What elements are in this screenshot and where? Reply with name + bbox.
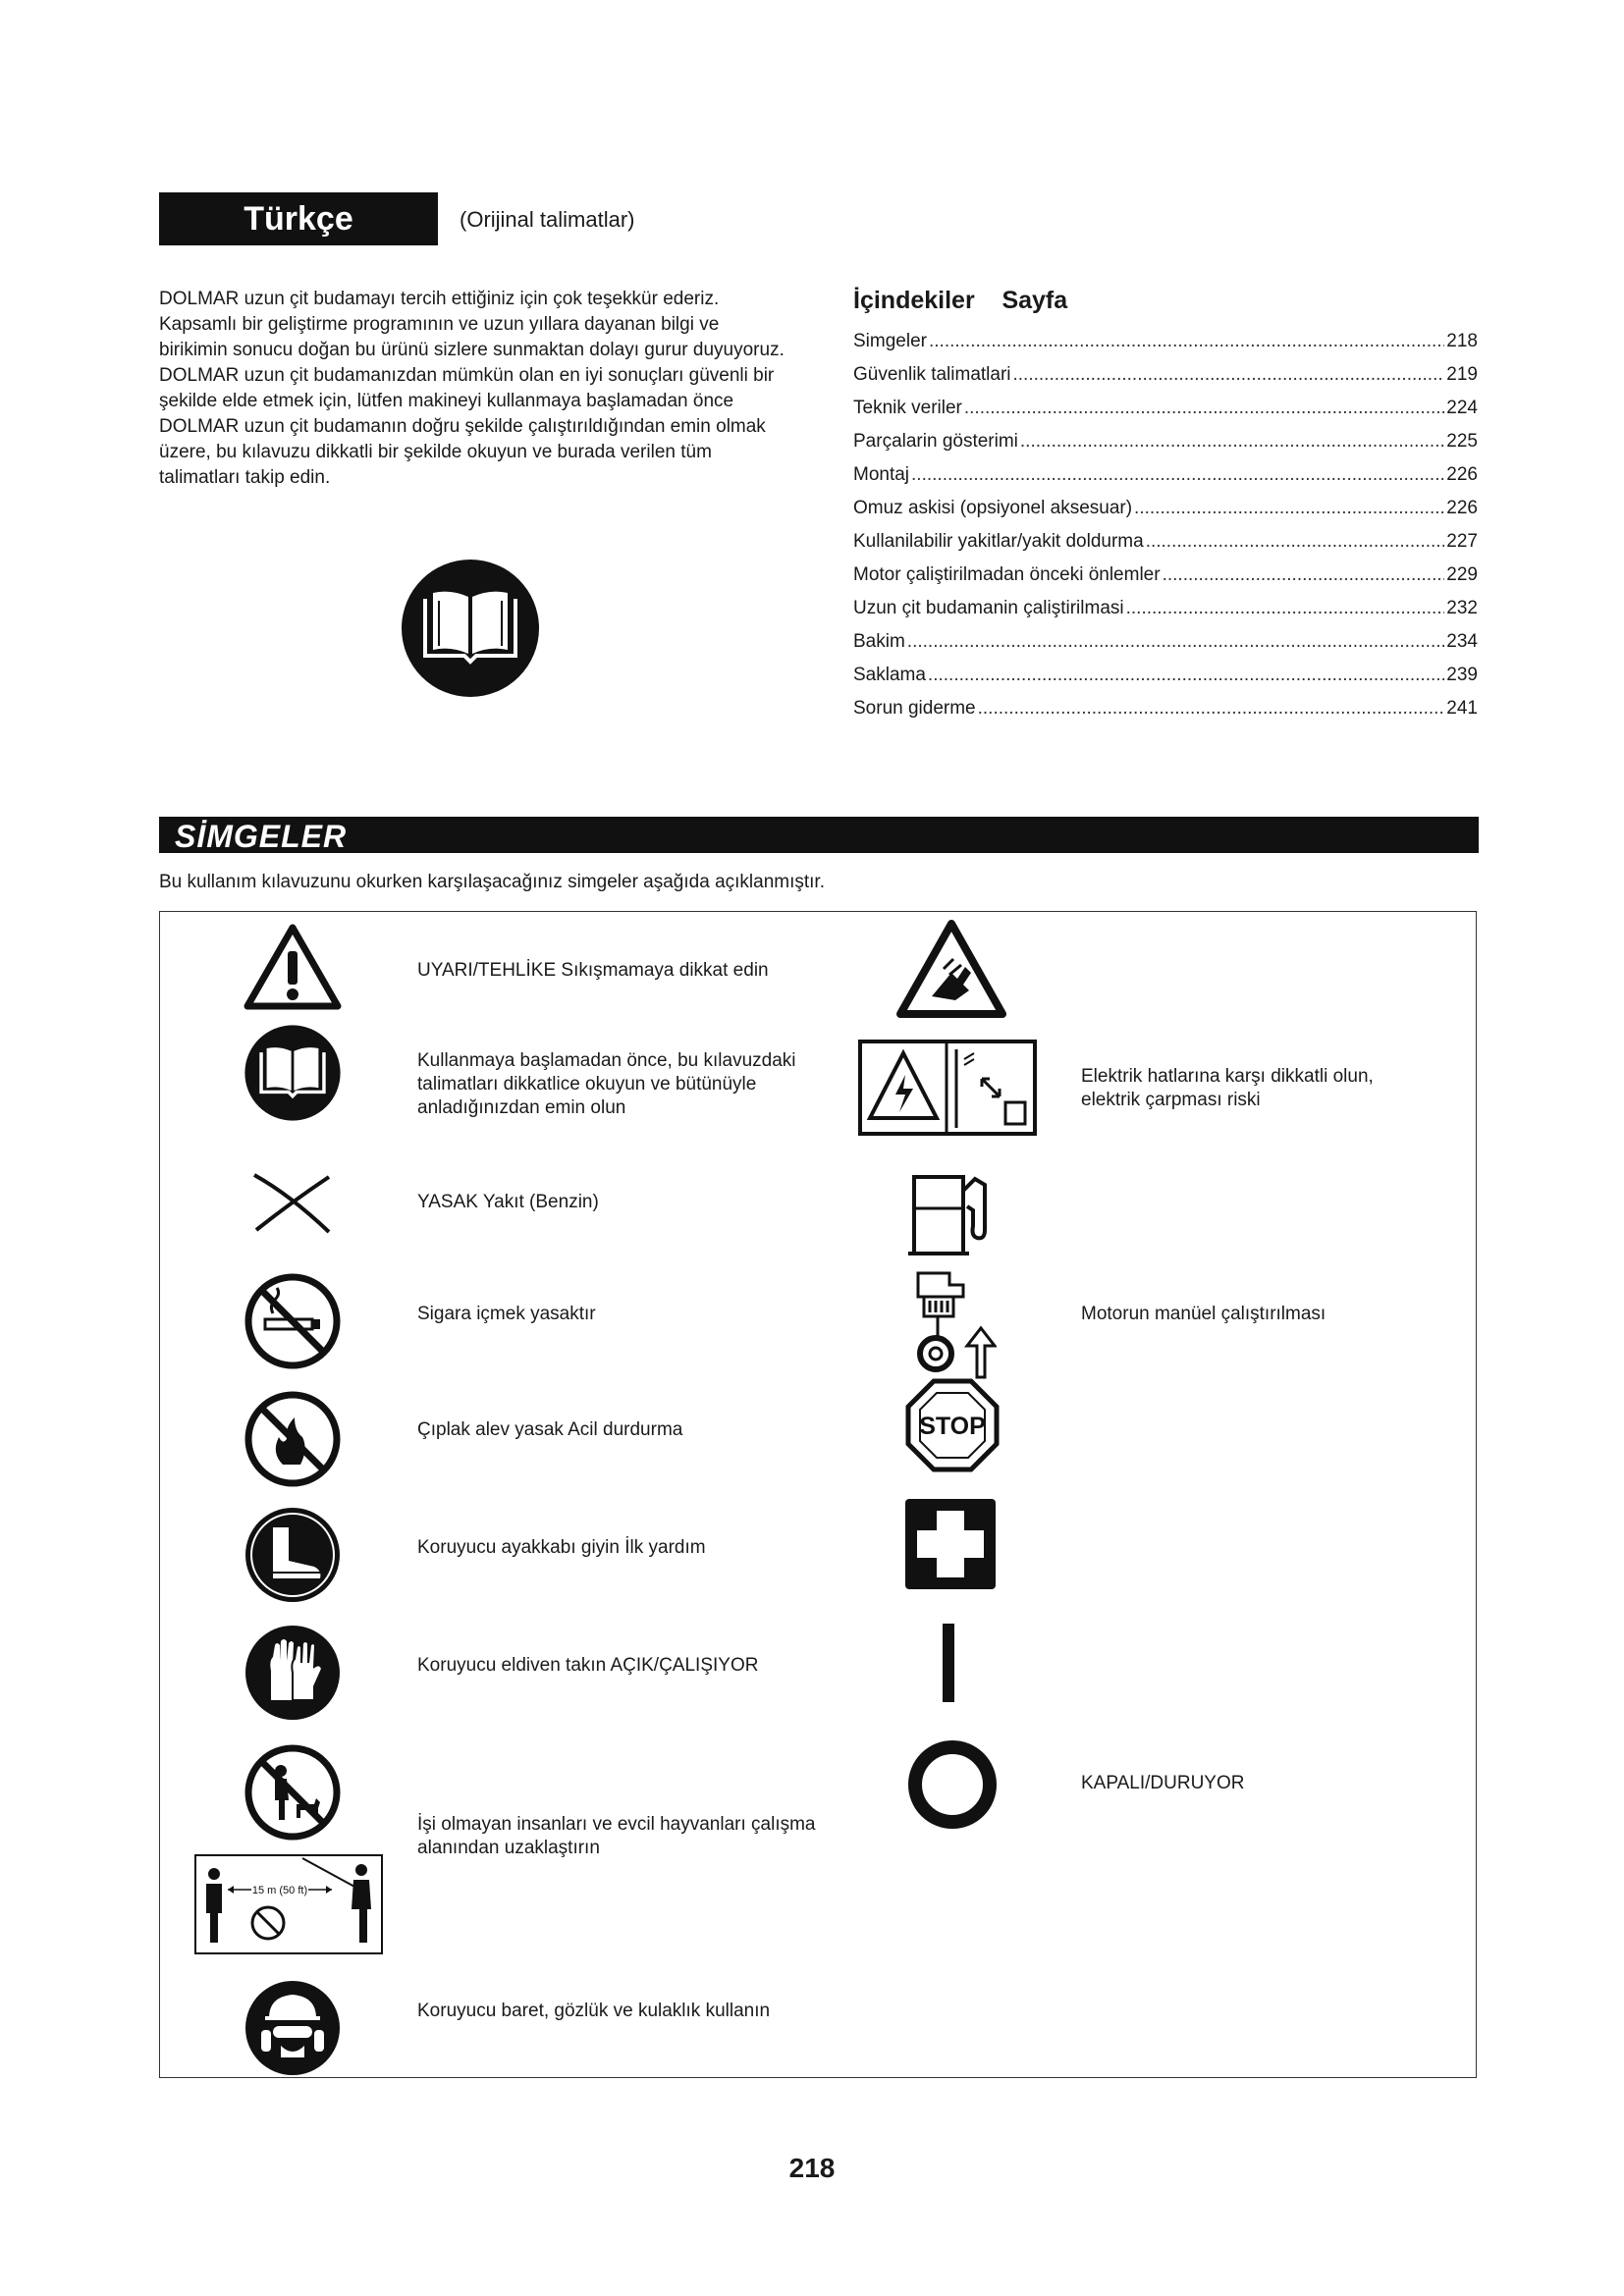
symbol-description: Koruyucu ayakkabı giyin İlk yardım	[417, 1537, 706, 1558]
toc-item-page: 234	[1446, 631, 1478, 652]
symbol-description: Çıplak alev yasak Acil durdurma	[417, 1419, 683, 1440]
protective-gloves-icon	[244, 1624, 342, 1722]
toc-item-page: 226	[1446, 464, 1478, 485]
on-bar-icon	[939, 1624, 962, 1702]
distance-warning-icon	[194, 1854, 383, 1954]
stop-sign-text: STOP	[919, 1413, 986, 1440]
first-aid-icon	[903, 1497, 998, 1591]
fuel-pump-icon	[904, 1161, 1001, 1257]
pinch-hazard-icon	[896, 920, 1006, 1018]
symbol-description: KAPALI/DURUYOR	[1081, 1773, 1245, 1793]
helmet-goggles-earmuffs-icon	[244, 1979, 342, 2077]
toc-item-label: Montaj	[853, 464, 910, 485]
page-number: 218	[788, 2153, 836, 2183]
electric-lines-icon	[858, 1040, 1037, 1136]
toc-item-page: 224	[1446, 398, 1478, 418]
toc-item	[853, 458, 1478, 492]
toc-leader-dots	[978, 692, 1445, 725]
toc-title: İçindekiler Sayfa	[853, 287, 1068, 314]
toc-leader-dots	[929, 325, 1444, 358]
distance-label: 15 m (50 ft)	[251, 1885, 308, 1896]
toc-item	[853, 692, 1478, 725]
section-bar	[159, 817, 1479, 853]
intro-paragraph-2: DOLMAR uzun çit budamanızdan mümkün olan en iyi sonuçları güvenli bir şekilde elde etmek için, lütfen makineyi kullanmaya başlamadan önce DOLMAR uzun çit budamanın doğru şekilde çalıştırıldığından emin olmak üzere, bu kılavuzu dikkatli bir şekilde okuyun ve burada verilen tüm talimatları takip edin.	[159, 365, 775, 488]
toc-item	[853, 325, 1478, 358]
symbol-description: Koruyucu baret, gözlük ve kulaklık kullanın	[417, 2001, 771, 2021]
toc-item-page: 229	[1446, 564, 1478, 585]
symbol-description: Elektrik hatlarına karşı dikkatli olun, elektrik çarpması riski	[1081, 1066, 1374, 1110]
toc-item-label: Saklama	[853, 665, 926, 685]
intro-text	[159, 287, 787, 491]
toc-leader-dots	[1020, 425, 1444, 458]
symbol-description: YASAK Yakıt (Benzin)	[417, 1192, 599, 1212]
toc-item-page: 239	[1446, 665, 1478, 685]
toc-leader-dots	[911, 458, 1444, 492]
toc-item-page: 227	[1446, 531, 1478, 552]
stop-sign-icon	[904, 1377, 1001, 1473]
toc-item-label: Omuz askisi (opsiyonel aksesuar)	[853, 498, 1133, 518]
toc-item	[853, 492, 1478, 525]
toc-item-page: 225	[1446, 431, 1478, 452]
toc-leader-dots	[928, 659, 1444, 692]
toc-item-page: 218	[1446, 331, 1478, 351]
manual-start-icon	[908, 1263, 997, 1381]
toc-item-label: Güvenlik talimatlari	[853, 364, 1011, 385]
no-smoking-icon	[244, 1272, 342, 1370]
toc-item-page: 226	[1446, 498, 1478, 518]
symbol-description: İşi olmayan insanları ve evcil hayvanları çalışma alanından uzaklaştırın	[417, 1814, 816, 1858]
keep-away-people-animals-icon	[244, 1743, 342, 1842]
toc-item	[853, 592, 1478, 625]
subtitle: (Orijinal talimatlar)	[460, 207, 635, 232]
toc-item	[853, 392, 1478, 425]
toc-leader-dots	[907, 625, 1445, 659]
prohibited-cross-icon	[250, 1165, 333, 1236]
symbol-description: UYARI/TEHLİKE Sıkışmamaya dikkat edin	[417, 960, 769, 981]
warning-triangle-icon	[244, 924, 342, 1010]
toc-leader-dots	[1163, 559, 1445, 592]
section-description: Bu kullanım kılavuzunu okurken karşılaşacağınız simgeler aşağıda açıklanmıştır.	[159, 872, 825, 892]
toc-item-label: Kullanilabilir yakitlar/yakit doldurma	[853, 531, 1144, 552]
toc-item-label: Simgeler	[853, 331, 927, 351]
symbol-description: Kullanmaya başlamadan önce, bu kılavuzdaki talimatları dikkatlice okuyun ve bütünüyle anladığınızdan emin olun	[417, 1050, 796, 1118]
toc-item	[853, 659, 1478, 692]
read-manual-icon	[400, 558, 541, 699]
symbols-box	[159, 911, 1477, 2078]
toc-item	[853, 525, 1478, 559]
toc-item-label: Motor çaliştirilmadan önceki önlemler	[853, 564, 1161, 585]
toc-leader-dots	[1013, 358, 1445, 392]
toc-leader-dots	[1126, 592, 1445, 625]
language-label: Türkçe	[159, 192, 438, 245]
table-of-contents	[853, 287, 1478, 725]
toc-item	[853, 425, 1478, 458]
no-open-flame-icon	[244, 1390, 342, 1488]
toc-item	[853, 625, 1478, 659]
intro-paragraph-1: DOLMAR uzun çit budamayı tercih ettiğiniz için çok teşekkür ederiz. Kapsamlı bir geliştirme programının ve uzun yıllara dayanan bilgi ve birikimin sonucu doğan bu ürünü sizlere sunmaktan dolayı gurur duyuyoruz.	[159, 289, 785, 360]
toc-item-page: 219	[1446, 364, 1478, 385]
toc-item	[853, 559, 1478, 592]
protective-boots-icon	[244, 1506, 342, 1604]
symbol-description: Koruyucu eldiven takın AÇIK/ÇALIŞIYOR	[417, 1655, 759, 1676]
toc-leader-dots	[1146, 525, 1445, 559]
symbol-description: Sigara içmek yasaktır	[417, 1304, 596, 1324]
toc-item-label: Parçalarin gösterimi	[853, 431, 1018, 452]
read-manual-icon	[244, 1024, 342, 1122]
section-title: SİMGELER	[175, 819, 348, 854]
off-circle-icon	[904, 1736, 1001, 1833]
toc-item-label: Teknik veriler	[853, 398, 962, 418]
toc-leader-dots	[1134, 492, 1444, 525]
toc-item-page: 241	[1446, 698, 1478, 719]
symbol-description: Motorun manüel çalıştırılması	[1081, 1304, 1326, 1324]
toc-item-page: 232	[1446, 598, 1478, 618]
toc-item-label: Uzun çit budamanin çaliştirilmasi	[853, 598, 1124, 618]
toc-item-label: Sorun giderme	[853, 698, 976, 719]
toc-item	[853, 358, 1478, 392]
toc-item-label: Bakim	[853, 631, 905, 652]
toc-leader-dots	[964, 392, 1444, 425]
